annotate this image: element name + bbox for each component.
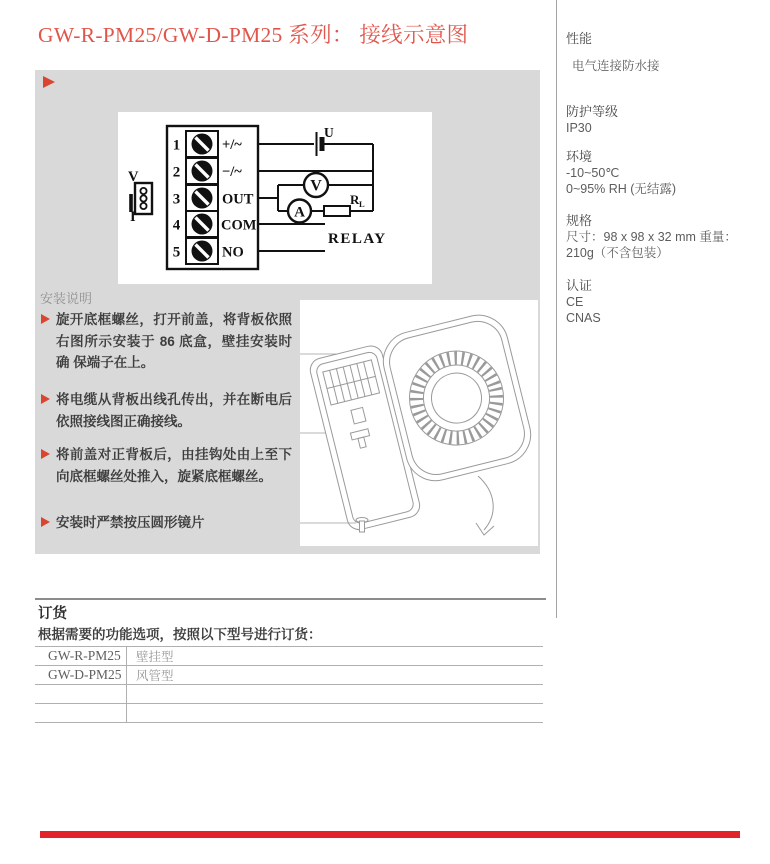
table-row xyxy=(35,646,543,665)
cable-hole xyxy=(351,407,366,423)
footer-band xyxy=(40,831,740,838)
table-row xyxy=(35,703,543,722)
spec-heading: 防护等级 xyxy=(566,104,619,119)
spec-line: -10~50℃ xyxy=(566,166,620,180)
spec-line: 电气连接防水接 xyxy=(572,59,660,73)
ammeter-icon xyxy=(288,200,311,223)
table-row xyxy=(35,684,543,703)
triangle-bullet-icon xyxy=(41,517,50,527)
spec-section-environment xyxy=(566,149,762,197)
triangle-marker-icon xyxy=(43,76,55,88)
spec-sidebar xyxy=(566,0,762,620)
assembly-arrow-icon xyxy=(476,476,494,535)
terminal-num: 3 xyxy=(172,191,181,208)
spec-heading: 性能 xyxy=(566,31,593,46)
terminal-label: COM xyxy=(221,217,257,234)
resistor-icon xyxy=(324,192,365,216)
battery-icon xyxy=(324,125,334,140)
triangle-bullet-icon xyxy=(41,314,50,324)
terminal-label: +/~ xyxy=(222,137,242,153)
install-step-text: 安装时严禁按压圆形镜片 xyxy=(56,515,205,530)
terminal-label: −/~ xyxy=(222,164,242,180)
spec-heading: 认证 xyxy=(566,278,593,293)
model-cell: GW-D-PM25 xyxy=(35,666,127,684)
jumper-v-label: V xyxy=(128,169,139,185)
model-cell xyxy=(35,685,127,703)
resistor-sub-label: L xyxy=(359,199,365,209)
voltmeter-icon xyxy=(304,173,328,197)
jumper-block-icon xyxy=(128,169,152,225)
spec-section-certification xyxy=(566,278,762,326)
triangle-bullet-icon xyxy=(41,449,50,459)
model-cell xyxy=(35,704,127,722)
ordering-heading: 订货 xyxy=(38,606,67,622)
front-cover xyxy=(377,309,537,487)
svg-text:A: A xyxy=(294,204,305,221)
spec-line: CNAS xyxy=(566,311,601,325)
triangle-bullet-icon xyxy=(41,394,50,404)
ordering-table xyxy=(35,646,543,723)
wiring-diagram-svg xyxy=(118,112,432,284)
terminal-num: 5 xyxy=(172,244,181,261)
spec-line: 0~95% RH (无结露) xyxy=(566,182,677,196)
ordering-subtitle: 根据需要的功能选项，按照以下型号进行订货： xyxy=(38,627,322,642)
terminal-num: 1 xyxy=(172,137,181,154)
jumper-i-label: I xyxy=(130,209,136,225)
install-step xyxy=(41,444,292,487)
terminal-num: 2 xyxy=(172,164,181,181)
terminal-block xyxy=(167,126,258,269)
spec-heading: 规格 xyxy=(566,213,593,228)
model-cell: GW-R-PM25 xyxy=(35,647,127,665)
install-heading: 安装说明 xyxy=(40,291,93,306)
spec-line: IP30 xyxy=(566,121,592,135)
terminal-num: 4 xyxy=(172,217,181,234)
spec-line: CE xyxy=(566,295,584,309)
product-drawing-svg xyxy=(300,300,538,546)
type-cell: 壁挂型 xyxy=(136,650,174,664)
install-step xyxy=(41,309,292,374)
spec-heading: 环境 xyxy=(566,149,593,164)
install-step-text: 将电缆从背板出线孔传出，并在断电后依照接线图正确接线。 xyxy=(56,392,292,429)
type-cell: 风管型 xyxy=(136,669,174,683)
svg-text:V: V xyxy=(310,177,322,195)
install-step xyxy=(41,512,292,534)
battery-label: U xyxy=(324,125,334,140)
install-step xyxy=(41,389,292,432)
section-divider xyxy=(35,598,546,600)
product-exploded-view xyxy=(300,300,538,546)
page-title: GW-R-PM25/GW-D-PM25 系列： 接线示意图 xyxy=(38,23,469,47)
install-step-text: 旋开底框螺丝，打开前盖，将背板依照右图所示安装于 86 底盒，壁挂安装时确 保端子在上。 xyxy=(56,312,292,370)
wiring-diagram xyxy=(118,112,432,284)
spec-line: 尺寸：98 x 98 x 32 mm 重量： xyxy=(566,230,737,244)
terminal-label: NO xyxy=(222,244,244,261)
terminal-label: OUT xyxy=(222,191,254,208)
spec-line: 210g（不含包装） xyxy=(566,246,669,260)
spec-section-protection xyxy=(566,104,762,136)
install-panel xyxy=(35,70,540,554)
resistor-label: R xyxy=(350,192,360,207)
column-divider xyxy=(556,0,557,618)
install-step-text: 将前盖对正背板后，由挂钩处由上至下向底框螺丝处推入，旋紧底框螺丝。 xyxy=(56,447,292,484)
spec-section-performance xyxy=(566,31,762,74)
table-row xyxy=(35,665,543,684)
relay-label: RELAY xyxy=(328,231,387,247)
screw-icons xyxy=(192,134,213,262)
spec-section-dimensions xyxy=(566,213,762,261)
